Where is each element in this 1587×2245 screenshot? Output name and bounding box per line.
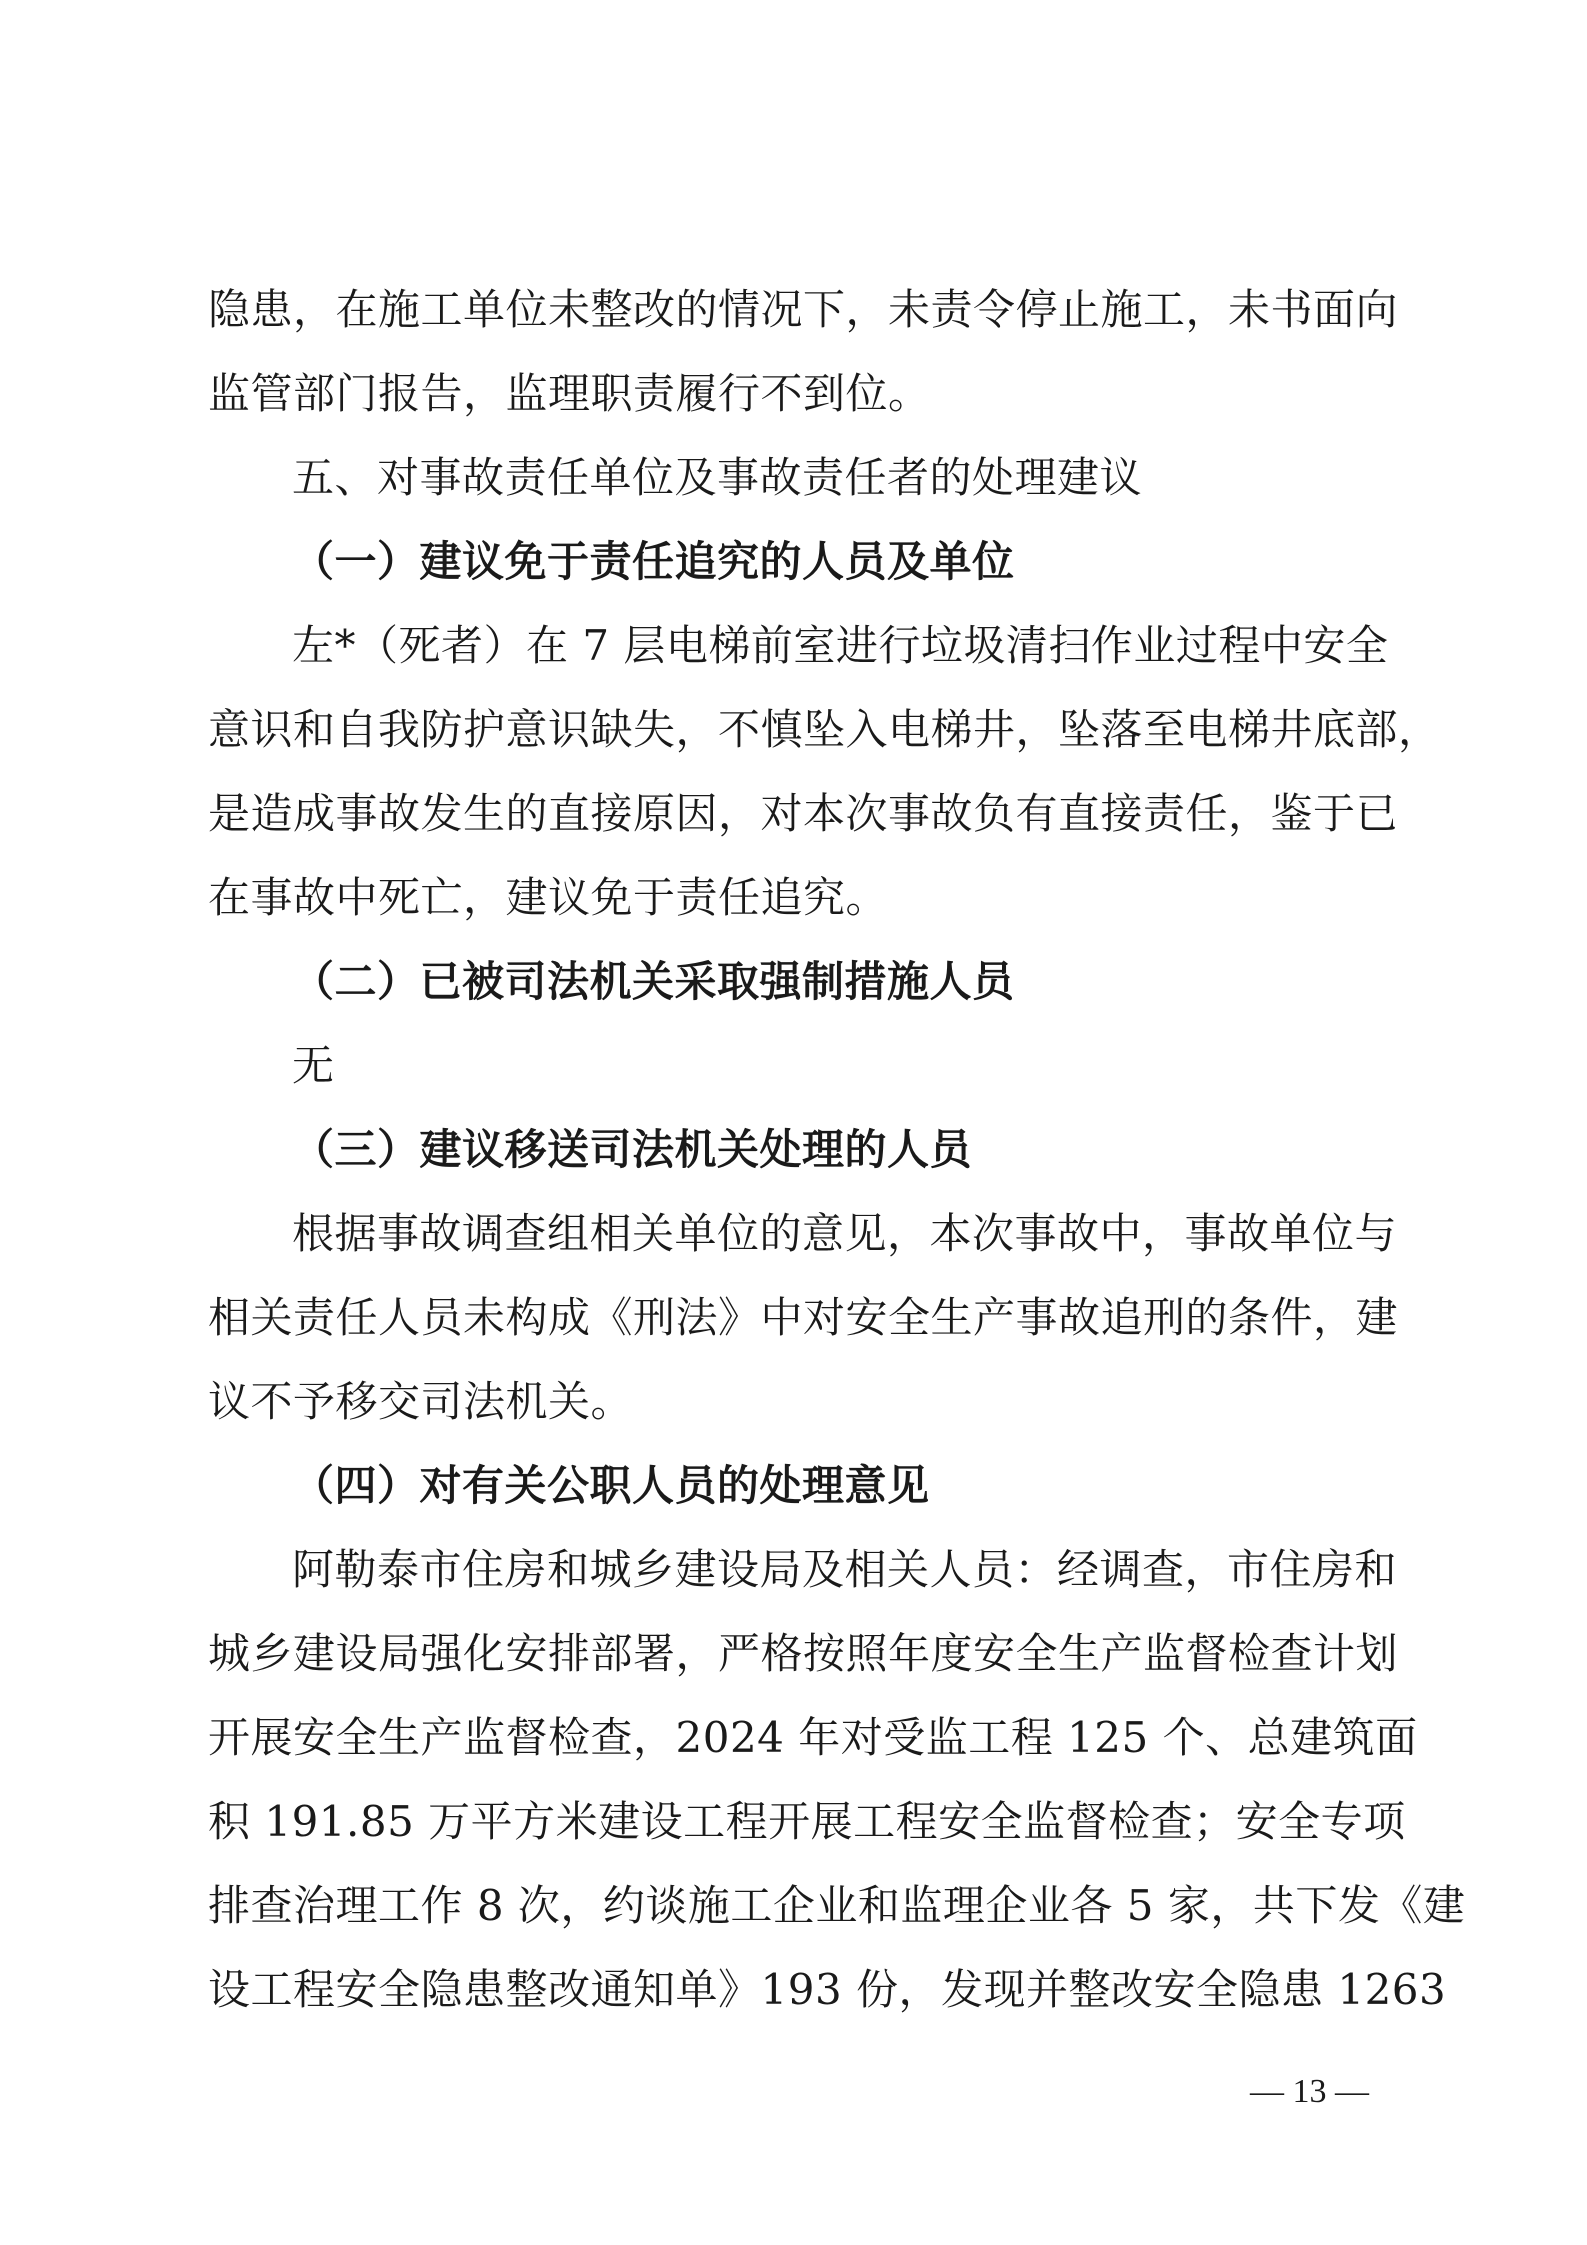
body-text-line: 在事故中死亡，建议免于责任追究。 xyxy=(208,873,889,922)
subsection-heading: （一）建议免于责任追究的人员及单位 xyxy=(292,537,1015,586)
body-text-line: 排查治理工作 8 次，约谈施工企业和监理企业各 5 家，共下发《建 xyxy=(208,1881,1466,1930)
body-text-line: 相关责任人员未构成《刑法》中对安全生产事故追刑的条件，建 xyxy=(208,1293,1399,1342)
body-text-line: 无 xyxy=(292,1041,335,1090)
body-text-line: 开展安全生产监督检查，2024 年对受监工程 125 个、总建筑面 xyxy=(208,1713,1418,1762)
body-text-line: 是造成事故发生的直接原因，对本次事故负有直接责任，鉴于已 xyxy=(208,789,1399,838)
page-number: — 13 — xyxy=(1250,2073,1369,2110)
body-text-line: 根据事故调查组相关单位的意见，本次事故中，事故单位与 xyxy=(292,1209,1398,1258)
body-text-line: 设工程安全隐患整改通知单》193 份，发现并整改安全隐患 1263 xyxy=(208,1965,1447,2014)
body-text-line: 议不予移交司法机关。 xyxy=(208,1377,634,1426)
body-text-line: 隐患，在施工单位未整改的情况下，未责令停止施工，未书面向 xyxy=(208,285,1399,334)
body-text-line: 积 191.85 万平方米建设工程开展工程安全监督检查；安全专项 xyxy=(208,1797,1406,1846)
body-text-line: 意识和自我防护意识缺失，不慎坠入电梯井，坠落至电梯井底部， xyxy=(208,705,1441,754)
body-text-line: 监管部门报告，监理职责履行不到位。 xyxy=(208,369,931,418)
body-text-line: 阿勒泰市住房和城乡建设局及相关人员：经调查，市住房和 xyxy=(292,1545,1398,1594)
subsection-heading: （四）对有关公职人员的处理意见 xyxy=(292,1461,930,1510)
subsection-heading: （二）已被司法机关采取强制措施人员 xyxy=(292,957,1015,1006)
section-heading: 五、对事故责任单位及事故责任者的处理建议 xyxy=(292,453,1143,502)
subsection-heading: （三）建议移送司法机关处理的人员 xyxy=(292,1125,973,1174)
body-text-line: 左*（死者）在 7 层电梯前室进行垃圾清扫作业过程中安全 xyxy=(292,621,1389,670)
body-text-line: 城乡建设局强化安排部署，严格按照年度安全生产监督检查计划 xyxy=(208,1629,1399,1678)
